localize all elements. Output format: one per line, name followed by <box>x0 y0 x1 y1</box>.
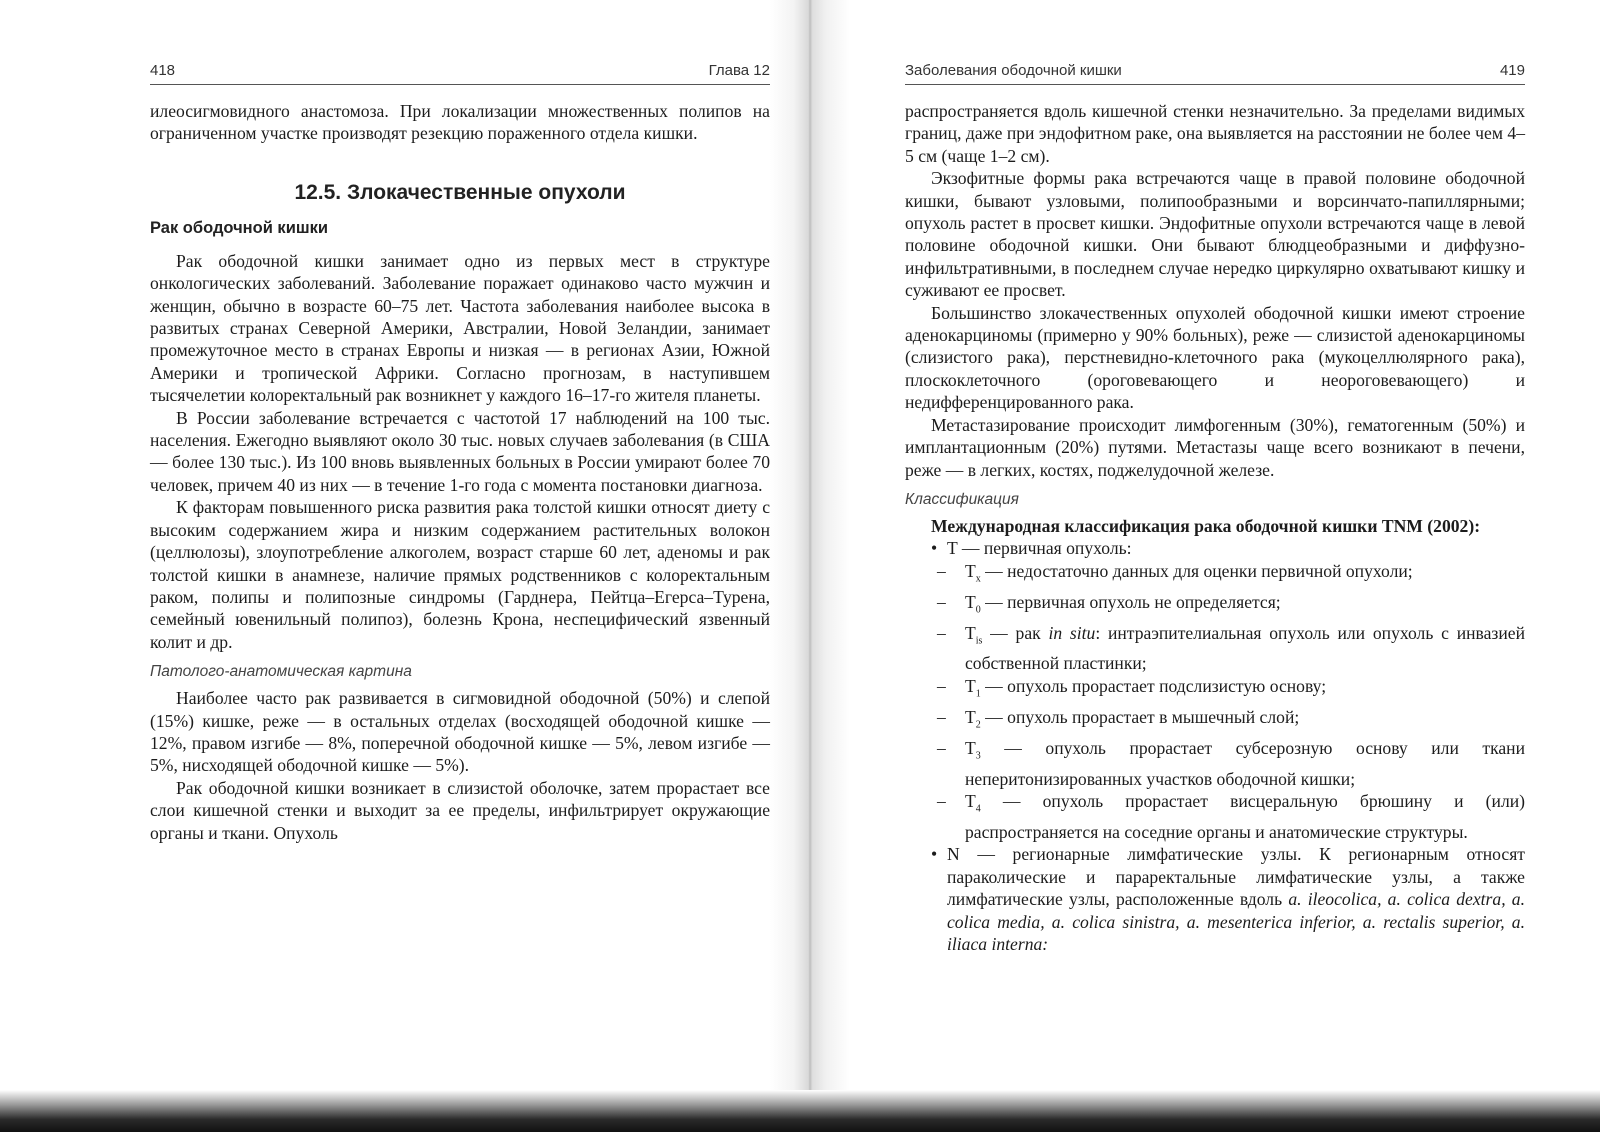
dash-marker: – <box>937 591 946 612</box>
t-category-item: – $T_x$ — недостаточно данных для оценки первичной опухоли; <box>937 560 1413 585</box>
right-page <box>905 0 1525 1090</box>
section-title: 12.5. Злокачественные опухоли <box>294 180 626 204</box>
subsection-title: Рак ободочной кишки <box>150 218 328 237</box>
t-category-item: – $T_3$ — опухоль прорастает субсерозную основу или ткани неперитонизированных участков ободочной кишки; <box>937 737 1525 789</box>
left-page <box>150 0 770 1090</box>
chapter-title: Заболевания ободочной кишки <box>905 62 1122 79</box>
book-gutter-shadow <box>770 0 850 1132</box>
dash-marker: – <box>937 791 946 812</box>
dash-marker: – <box>937 622 946 643</box>
t-category-item: – $T_0$ — первичная опухоль не определяется; <box>937 591 1281 616</box>
paragraph: илеосигмовидного анастомоза. При локализации множественных полипов на ограниченном участке производят резекцию пораженного отдела кишки. <box>150 101 770 144</box>
left-running-head <box>150 62 770 85</box>
tnm-item-t <box>905 537 1525 843</box>
left-page-body <box>150 100 770 844</box>
italic-heading: Классификация <box>905 490 1019 508</box>
paragraph: Метастазирование происходит лимфогенным (30%), гематогенным (50%) и имплантационным (20%) путями. Метастазы чаще всего возникают в печени, реже — в легких, костях, поджелудочной железе. <box>905 414 1525 480</box>
italic-heading: Патолого-анатомическая картина <box>150 663 412 681</box>
t-heading: T — первичная опухоль: <box>947 538 1132 559</box>
t-category-item: – $T_1$ — опухоль прорастает подслизистую основу; <box>937 675 1327 700</box>
n-arteries: a. ileocolica, a. colica dextra, a. colica media, a. colica sinistra, a. mesenterica inferior, a. rectalis superior, a. iliaca interna: <box>947 889 1525 955</box>
dash-marker: – <box>937 706 946 727</box>
paragraph: Рак ободочной кишки занимает одно из первых мест в структуре онкологических заболеваний. Заболевание поражает одинаково часто мужчин и женщин, обычно в возрасте 60–75 лет. Частота заболевания наиболее высока в развитых странах Северной Америки, Австралии, Новой Зеландии, занимает промежуточное место в странах Европы и низкая — в регионах Азии, Южной Америки и тропической Африки. Согласно прогнозам, в наступившем тысячелетии колоректальный рак возникнет у каждого 16–17-го жителя планеты. <box>150 250 770 406</box>
right-page-body <box>905 100 1525 955</box>
t-category-item: – $T_4$ — опухоль прорастает висцеральную брюшину и (или) распространяется на соседние органы и анатомические структуры. <box>937 791 1525 842</box>
tnm-list <box>905 537 1525 955</box>
scan-bottom-shadow <box>0 1090 1600 1132</box>
page-number: 419 <box>1499 62 1525 79</box>
dash-marker: – <box>937 675 946 696</box>
paragraph: Экзофитные формы рака встречаются чаще в правой половине ободочной кишки, бывают узловыми, полипообразными и ворсинчато-папиллярными; опухоль растет в просвет кишки. Эндофитные опухоли встречаются чаще в левой половине ободочной кишки. Они бывают блюдцеобразными и диффузно-инфильтративными, в последнем случае нередко циркулярно охватывают кишку и суживают ее просвет. <box>905 168 1525 301</box>
paragraph: К факторам повышенного риска развития рака толстой кишки относят диету с высоким содержанием жира и низким содержанием растительных волокон (целлюлозы), злоупотребление алкоголем, возраст старше 60 лет, аденомы и рак толстой кишки в анамнезе, наличие прямых родственников с колоректальным раком, полипы и полипозные синдромы (Гарднера, Пейтца–Егерса–Турена, семейный ювенильный полипоз), болезнь Крона, неспецифический язвенный колит и др. <box>150 497 770 652</box>
bullet-marker: • <box>931 538 938 559</box>
page-number: 418 <box>150 62 176 79</box>
right-running-head <box>905 62 1525 85</box>
paragraph: распространяется вдоль кишечной стенки незначительно. За пределами видимых границ, даже при эндофитном раке, она выявляется на расстоянии не более чем 4–5 см (чаще 1–2 см). <box>905 101 1525 166</box>
chapter-title: Глава 12 <box>708 62 770 79</box>
paragraph: Большинство злокачественных опухолей ободочной кишки имеют строение аденокарциномы (примерно у 90% больных), реже — слизистой аденокарциномы (слизистого рака), перстневидно-клеточного рака (мукоцеллюлярного рака), плоскоклеточного (ороговевающего и неороговевающего) и недифференцированного рака. <box>905 302 1525 413</box>
tnm-classification-title: Международная классификация рака ободочной кишки TNM (2002): <box>931 515 1481 536</box>
bullet-marker: • <box>931 844 938 865</box>
t-category-list <box>905 560 1525 844</box>
tnm-item-n <box>905 843 1525 955</box>
paragraph: В России заболевание встречается с частотой 17 наблюдений на 100 тыс. населения. Ежегодно выявляют около 30 тыс. новых случаев заболевания (в США — более 130 тыс.). Из 100 вновь выявленных больных в России умирают более 70 человек, причем 40 из них — в течение 1-го года с момента постановки диагноза. <box>150 407 770 495</box>
paragraph: Наиболее часто рак развивается в сигмовидной ободочной (50%) и слепой (15%) кишке, реже — в остальных отделах (восходящей ободочной кишке — 12%, правом изгибе — 8%, поперечной ободочной кишке — 5%, левом изгибе — 5%, нисходящей ободочной кишке — 5%). <box>150 688 770 776</box>
t-category-item: – $T_{is}$ — рак in situ: интраэпителиальная опухоль или опухоль с инвазией собственной пластинки; <box>937 622 1525 674</box>
dash-marker: – <box>937 560 946 581</box>
paragraph: Рак ободочной кишки возникает в слизистой оболочке, затем прорастает все слои кишечной стенки и выходит за ее пределы, инфильтрирует окружающие органы и ткани. Опухоль <box>150 777 770 843</box>
dash-marker: – <box>937 737 946 758</box>
t-category-item: – $T_2$ — опухоль прорастает в мышечный слой; <box>937 706 1300 731</box>
n-text: N — регионарные лимфатические узлы. К регионарным относят параколические и параректальные лимфатические узлы, а также лимфатические узлы, расположенные вдоль <box>947 844 1525 910</box>
